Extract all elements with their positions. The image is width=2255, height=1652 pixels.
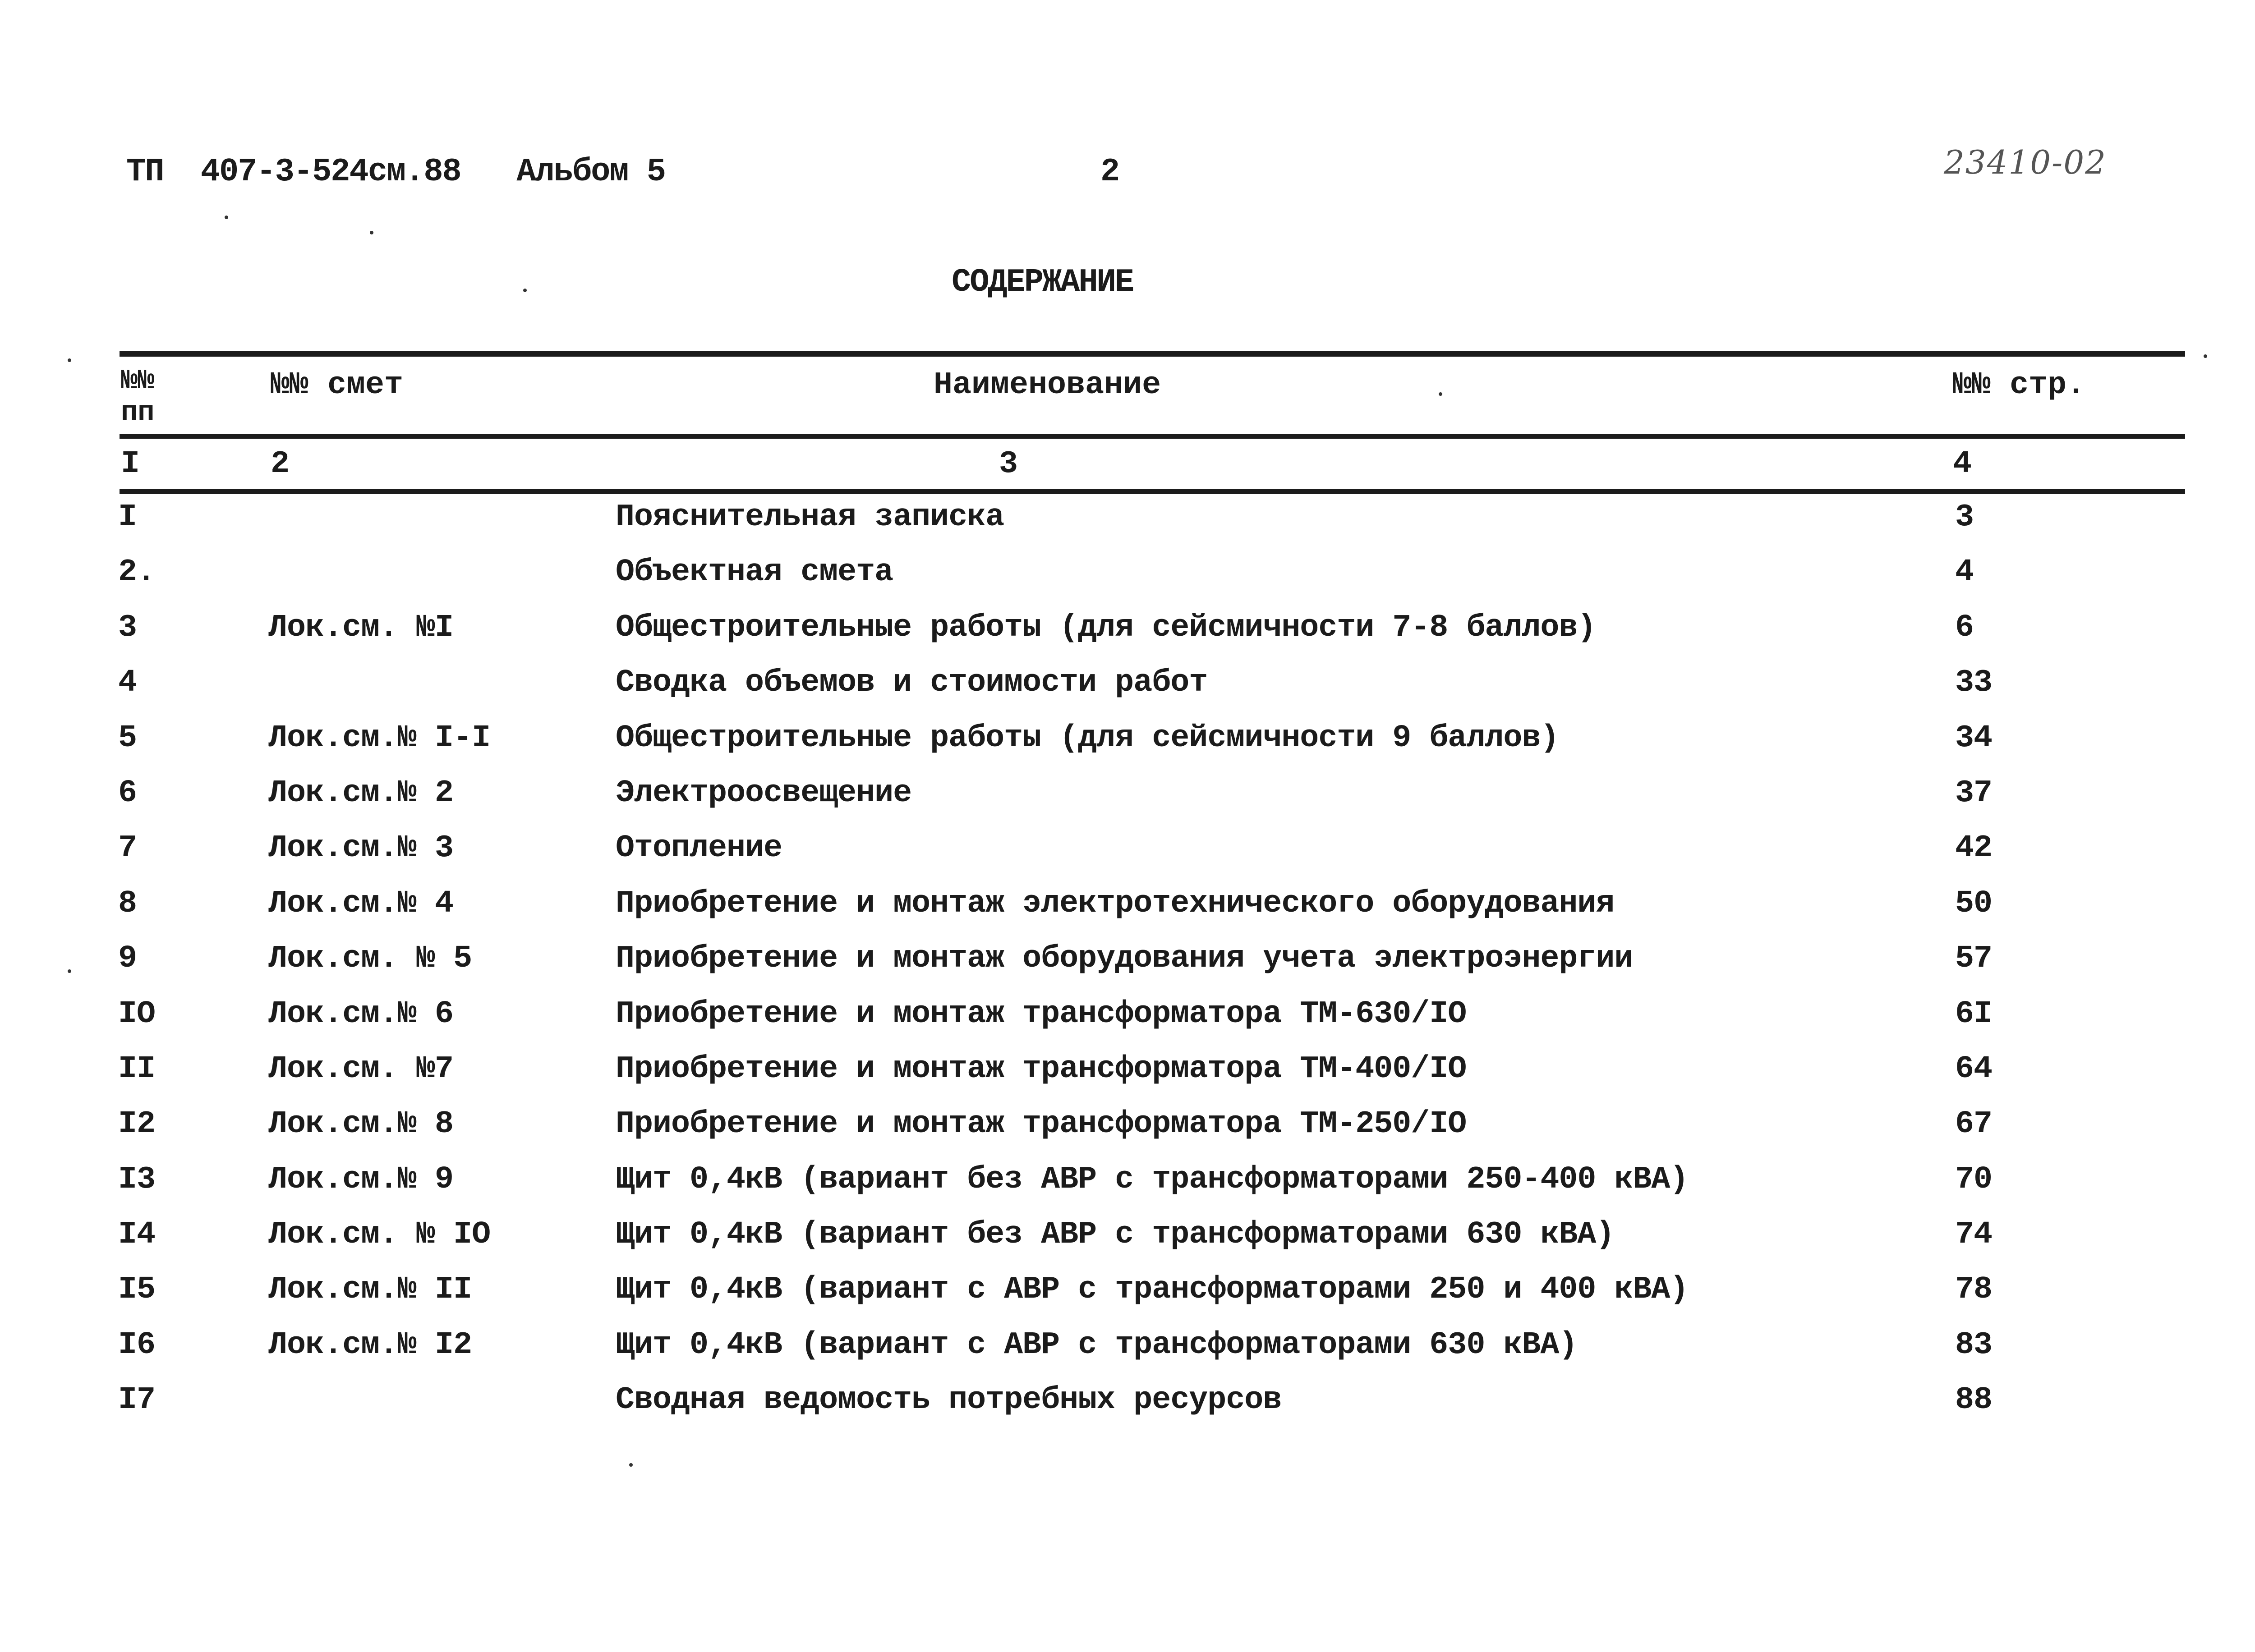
estimate-cell: Лок.см.№ 8 (268, 1106, 454, 1143)
name-cell: Сводка объемов и стоимости работ (616, 665, 1208, 701)
name-cell: Приобретение и монтаж трансформатора ТМ-630/IO (616, 996, 1467, 1032)
table-row (0, 886, 2255, 941)
page-cell: 74 (1955, 1217, 1993, 1253)
scan-speck (370, 231, 373, 234)
name-cell: Отопление (616, 831, 782, 867)
page-number: 2 (1100, 153, 1120, 190)
document-designation: ТП 407-3-524см.88 Альбом 5 (126, 153, 666, 190)
name-cell: Электроосвещение (616, 775, 912, 811)
page-cell: 78 (1955, 1272, 1993, 1308)
row-number-cell: I4 (118, 1217, 156, 1253)
row-number-cell: 3 (118, 610, 137, 646)
handwritten-document-code: 23410-02 (1944, 143, 2107, 181)
page-cell: 57 (1955, 941, 1993, 977)
name-cell: Щит 0,4кВ (вариант без АВР с трансформаторами 630 кВА) (616, 1217, 1615, 1253)
table-top-rule (120, 351, 2185, 357)
table-row (0, 1382, 2255, 1437)
body-top-rule (120, 489, 2185, 494)
name-cell: Щит 0,4кВ (вариант без АВР с трансформаторами 250-400 кВА) (616, 1161, 1689, 1198)
table-row (0, 555, 2255, 610)
table-row (0, 500, 2255, 555)
scan-speck (2204, 354, 2207, 358)
row-number-cell: I7 (118, 1382, 156, 1418)
estimate-cell: Лок.см.№ 2 (268, 775, 454, 811)
page-cell: 34 (1955, 720, 1993, 756)
name-cell: Пояснительная записка (616, 500, 1004, 535)
row-number-cell: I3 (118, 1161, 156, 1198)
estimate-cell: Лок.см.№ 6 (268, 996, 454, 1032)
header-estimate: №№ смет (271, 367, 404, 403)
scan-speck (629, 1463, 633, 1467)
row-number-cell: I5 (118, 1272, 156, 1308)
column-number-1: I (121, 446, 140, 482)
page-cell: 67 (1955, 1106, 1993, 1143)
table-row (0, 996, 2255, 1051)
table-body (0, 500, 2255, 1438)
column-number-2: 2 (271, 446, 290, 482)
name-cell: Объектная смета (616, 555, 893, 591)
row-number-cell: 4 (118, 665, 137, 701)
scan-speck (68, 358, 71, 362)
estimate-cell: Лок.см. № 5 (268, 941, 472, 977)
row-number-cell: 8 (118, 886, 137, 922)
table-row (0, 1327, 2255, 1382)
scan-speck (1439, 392, 1442, 396)
table-row (0, 1272, 2255, 1327)
estimate-cell: Лок.см.№ 3 (268, 831, 454, 867)
name-cell: Общестроительные работы (для сейсмичности 7-8 баллов) (616, 610, 1596, 646)
table-row (0, 941, 2255, 996)
header-row-number: №№ пп (121, 365, 155, 428)
row-number-cell: 7 (118, 831, 137, 867)
name-cell: Приобретение и монтаж электротехнического оборудования (616, 886, 1615, 922)
page-cell: 83 (1955, 1327, 1993, 1363)
page-cell: 70 (1955, 1161, 1993, 1198)
estimate-cell: Лок.см. №7 (268, 1051, 454, 1087)
row-number-cell: 2. (118, 555, 156, 591)
page-cell: 37 (1955, 775, 1993, 811)
table-row (0, 1106, 2255, 1161)
table-row (0, 776, 2255, 831)
row-number-cell: 5 (118, 720, 137, 756)
table-row (0, 665, 2255, 720)
name-cell: Щит 0,4кВ (вариант с АВР с трансформаторами 630 кВА) (616, 1327, 1578, 1363)
page-cell: 50 (1955, 886, 1993, 922)
estimate-cell: Лок.см. № IO (268, 1217, 491, 1253)
column-number-4: 4 (1953, 446, 1972, 482)
page-cell: 33 (1955, 665, 1993, 701)
page-cell: 3 (1955, 500, 1974, 535)
scan-speck (225, 216, 228, 219)
estimate-cell: Лок.см.№ 4 (268, 886, 454, 922)
name-cell: Приобретение и монтаж трансформатора ТМ-400/IO (616, 1051, 1467, 1087)
scan-speck (523, 289, 527, 292)
name-cell: Приобретение и монтаж оборудования учета электроэнергии (616, 941, 1633, 977)
table-row (0, 1217, 2255, 1272)
page-cell: 64 (1955, 1051, 1993, 1087)
row-number-cell: IO (118, 996, 156, 1032)
header-name: Наименование (934, 367, 1161, 403)
name-cell: Сводная ведомость потребных ресурсов (616, 1382, 1282, 1418)
column-number-3: 3 (999, 446, 1018, 482)
name-cell: Общестроительные работы (для сейсмичности 9 баллов) (616, 720, 1559, 756)
page-cell: 6I (1955, 996, 1993, 1032)
scan-speck (68, 969, 71, 973)
table-row (0, 831, 2255, 886)
table-row (0, 720, 2255, 776)
name-cell: Щит 0,4кВ (вариант с АВР с трансформаторами 250 и 400 кВА) (616, 1272, 1689, 1308)
row-number-cell: I (118, 500, 137, 535)
row-number-cell: I6 (118, 1327, 156, 1363)
name-cell: Приобретение и монтаж трансформатора ТМ-250/IO (616, 1106, 1467, 1143)
page-cell: 42 (1955, 831, 1993, 867)
page-cell: 4 (1955, 555, 1974, 591)
page-cell: 6 (1955, 610, 1974, 646)
row-number-cell: I2 (118, 1106, 156, 1143)
page-cell: 88 (1955, 1382, 1993, 1418)
row-number-cell: 6 (118, 775, 137, 811)
estimate-cell: Лок.см.№ I2 (268, 1327, 472, 1363)
estimate-cell: Лок.см.№ 9 (268, 1161, 454, 1198)
estimate-cell: Лок.см.№ I-I (268, 720, 491, 756)
contents-title: СОДЕРЖАНИЕ (952, 264, 1133, 301)
table-row (0, 610, 2255, 665)
estimate-cell: Лок.см.№ II (268, 1272, 472, 1308)
table-row (0, 1051, 2255, 1106)
header-page: №№ стр. (1953, 367, 2086, 403)
row-number-cell: 9 (118, 941, 137, 977)
table-row (0, 1162, 2255, 1217)
estimate-cell: Лок.см. №I (268, 610, 454, 646)
row-number-cell: II (118, 1051, 156, 1087)
header-divider-rule (120, 434, 2185, 439)
